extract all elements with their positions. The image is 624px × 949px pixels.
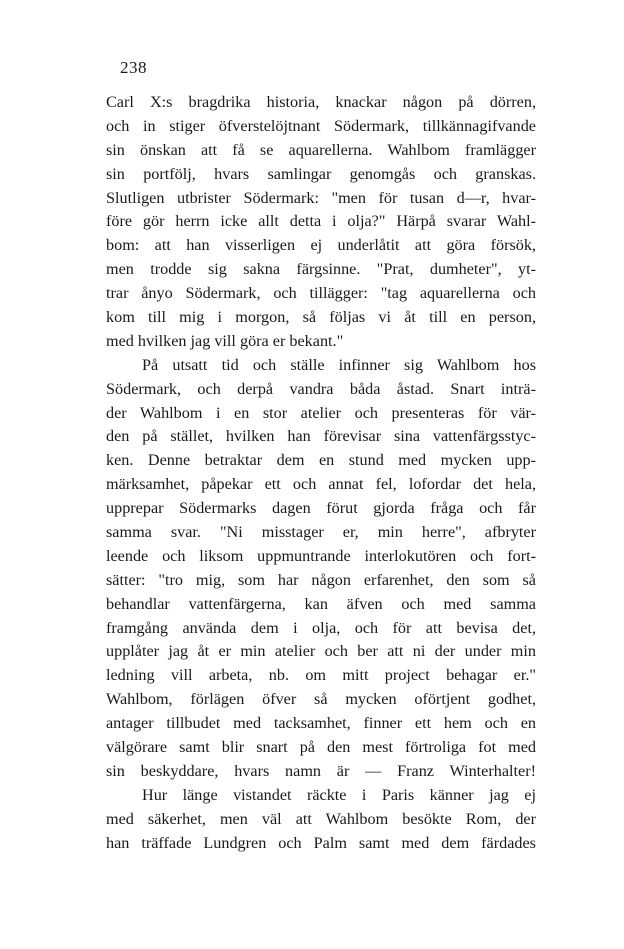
- text-line: välgörare samt blir snart på den mest förtroliga fot med: [106, 738, 536, 757]
- text-line: Södermark, och derpå vandra båda åstad. Snart inträ-: [106, 379, 536, 398]
- text-line: den på stället, hvilken han förevisar sina vattenfärgsstyc-: [106, 427, 536, 446]
- page-number: 238: [120, 58, 147, 77]
- text-line: framgång använda dem i olja, och för att bevisa det,: [106, 618, 536, 637]
- text-line: Wahlbom, förlägen öfver så mycken oförtjent godhet,: [106, 690, 536, 709]
- text-line: leende och liksom uppmuntrande interlokutören och fort-: [106, 546, 536, 565]
- text-line: med hvilken jag vill göra er bekant.": [106, 331, 344, 350]
- text-line: ken. Denne betraktar dem en stund med mycken upp-: [106, 451, 536, 470]
- text-line: kom till mig i morgon, så följas vi åt till en person,: [106, 308, 536, 327]
- text-line: samma svar. "Ni misstager er, min herre", afbryter: [106, 523, 536, 542]
- text-line: Hur länge vistandet räckte i Paris känner jag ej: [142, 785, 536, 804]
- text-line: märksamhet, påpekar ett och annat fel, lofordar det hela,: [106, 475, 536, 494]
- text-line: ledning vill arbeta, nb. om mitt project behagar er.": [106, 666, 536, 685]
- text-line: sin portfölj, hvars samlingar genomgås och granskas.: [106, 164, 536, 183]
- text-line: Carl X:s bragdrika historia, knackar någon på dörren,: [106, 93, 536, 111]
- text-line: men trodde sig sakna färgsinne. "Prat, dumheter", yt-: [106, 260, 536, 279]
- text-line: sätter: "tro mig, som har någon erfarenhet, den som så: [106, 570, 536, 589]
- text-line: upprepar Södermarks dagen förut gjorda fråga och får: [106, 499, 536, 518]
- text-line: han träffade Lundgren och Palm samt med dem färdades: [106, 833, 536, 852]
- text-line: och in stiger öfverstelöjtnant Södermark, tillkännagifvande: [106, 116, 536, 135]
- text-line: trar ånyo Södermark, och tillägger: "tag aquarellerna och: [106, 284, 536, 303]
- text-line: antager tillbudet med tacksamhet, finner ett hem och en: [106, 714, 536, 733]
- text-line: På utsatt tid och ställe infinner sig Wahlbom hos: [142, 355, 536, 374]
- text-line: behandlar vattenfärgerna, kan äfven och med samma: [106, 594, 536, 613]
- text-line: bom: att han visserligen ej underlåtit att göra försök,: [106, 236, 536, 255]
- text-line: der Wahlbom i en stor atelier och presenteras för vär-: [106, 403, 536, 422]
- text-line: före gör herrn icke allt detta i olja?" Härpå svarar Wahl-: [106, 212, 536, 231]
- text-line: sin beskyddare, hvars namn är — Franz Winterhalter!: [106, 761, 536, 780]
- text-line: med säkerhet, men väl att Wahlbom besökte Rom, der: [106, 809, 536, 828]
- text-line: upplåter jag åt er min atelier och ber att ni der under min: [106, 642, 536, 661]
- text-line: Slutligen utbrister Södermark: "men för tusan d—r, hvar-: [106, 188, 536, 207]
- text-line: sin önskan att få se aquarellerna. Wahlbom framlägger: [106, 140, 536, 159]
- body-text: [106, 91, 536, 856]
